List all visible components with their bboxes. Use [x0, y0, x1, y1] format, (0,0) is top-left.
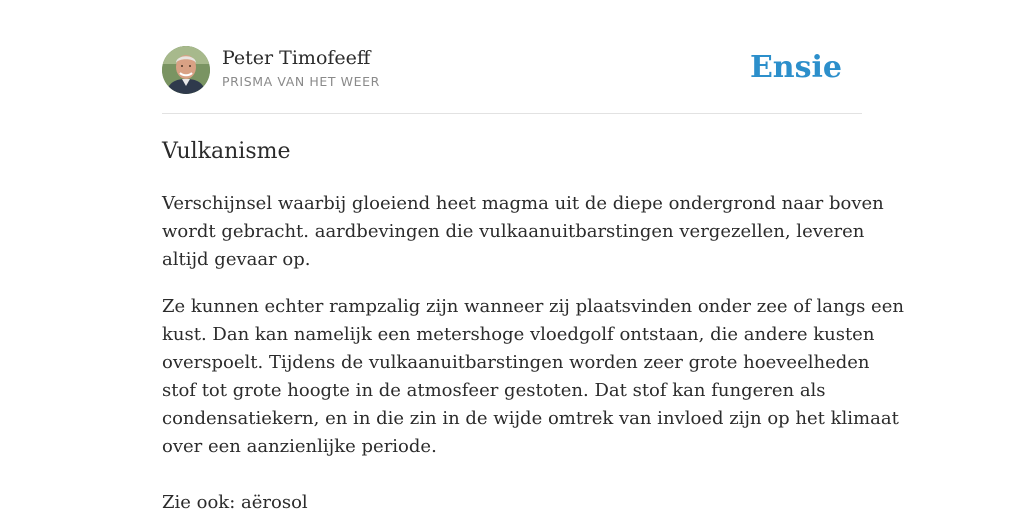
avatar[interactable]: [162, 46, 210, 94]
paragraph-definition: [162, 190, 884, 274]
paragraph-line: stof tot grote hoogte in de atmosfeer gestoten. Dat stof kan fungeren als: [162, 380, 826, 401]
paragraph-line: altijd gevaar op.: [162, 249, 311, 270]
avatar-portrait-icon: [162, 46, 210, 94]
paragraph-line: kust. Dan kan namelijk een metershoge vloedgolf ontstaan, die andere kusten: [162, 324, 875, 345]
paragraph-line: Ze kunnen echter rampzalig zijn wanneer zij plaatsvinden onder zee of langs een: [162, 296, 904, 317]
paragraph-line: Verschijnsel waarbij gloeiend heet magma uit de diepe ondergrond naar boven: [162, 193, 884, 214]
see-also: Zie ook: aërosol: [162, 492, 308, 512]
paragraph-details: [162, 293, 904, 461]
paragraph-line: over een aanzienlijke periode.: [162, 436, 437, 457]
paragraph-line: wordt gebracht. aardbevingen die vulkaanuitbarstingen vergezellen, leveren: [162, 221, 865, 242]
author-source[interactable]: PRISMA VAN HET WEER: [222, 74, 380, 89]
page-title: Vulkanisme: [162, 139, 291, 164]
header: [162, 46, 862, 96]
header-divider: [162, 113, 862, 114]
author-name[interactable]: Peter Timofeeff: [222, 47, 371, 69]
brand-logo[interactable]: Ensie: [749, 50, 842, 85]
paragraph-line: overspoelt. Tijdens de vulkaanuitbarstingen worden zeer grote hoeveelheden: [162, 352, 870, 373]
paragraph-line: condensatiekern, en in die zin in de wijde omtrek van invloed zijn op het klimaat: [162, 408, 899, 429]
